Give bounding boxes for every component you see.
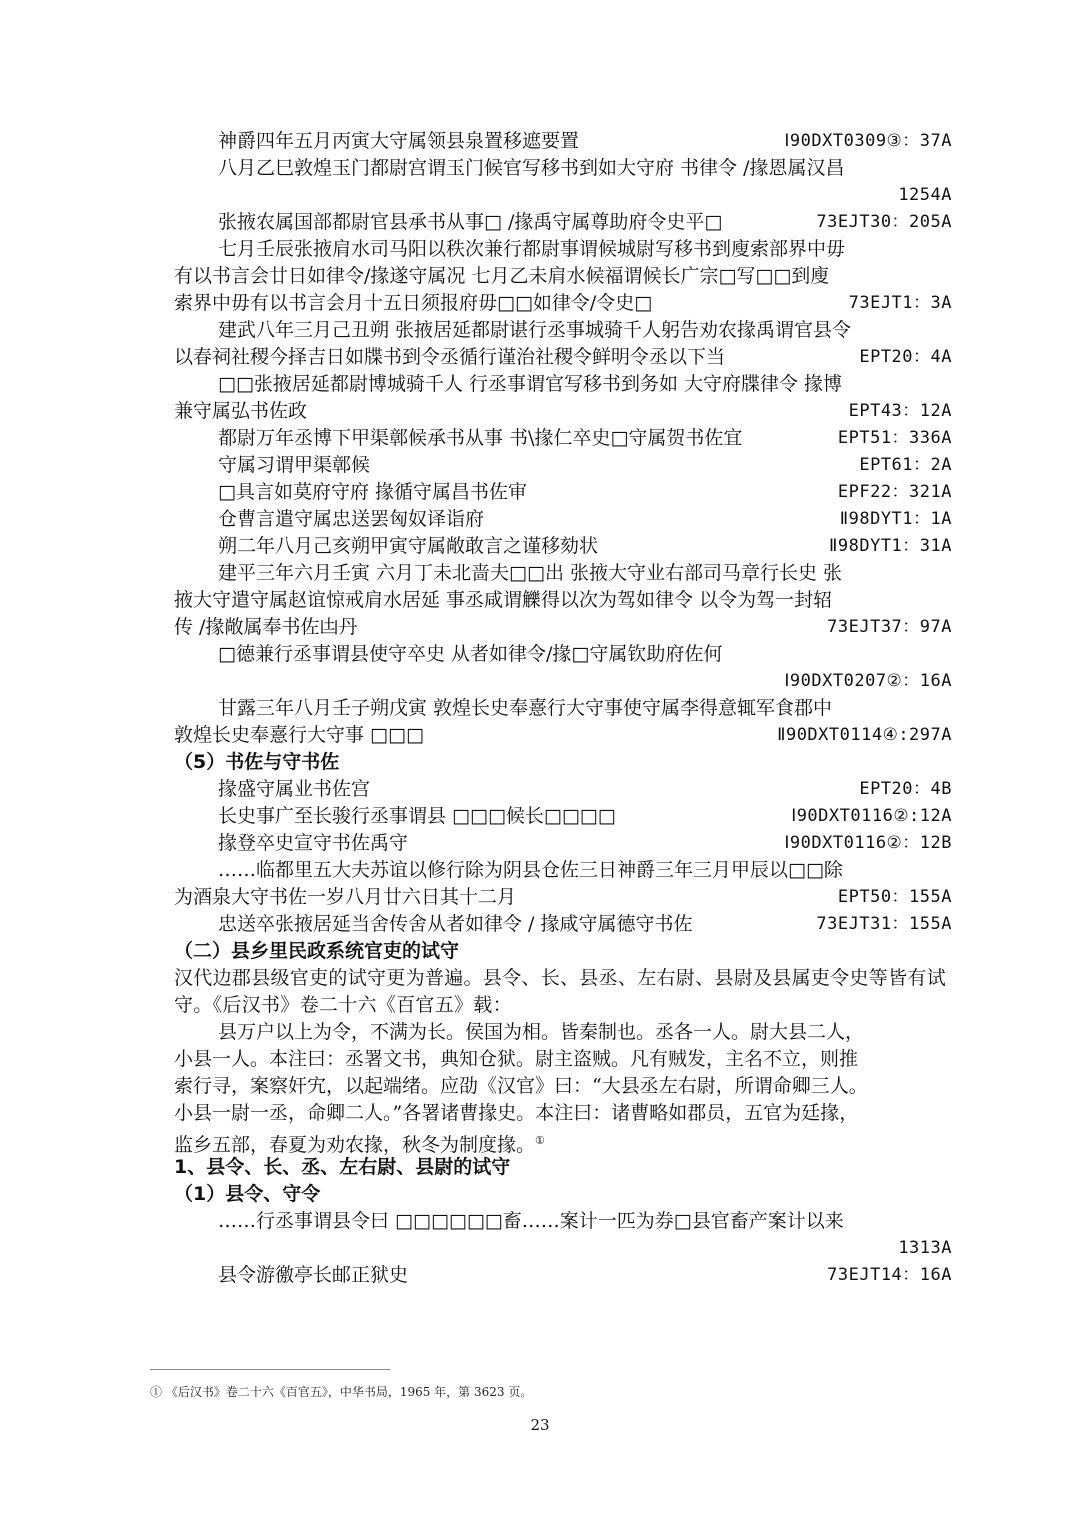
line-text: 建平三年六月壬寅 六月丁未北啬夫□□出 张掖大守业右部司马章行长史 张 (218, 562, 843, 584)
line-text: 县万户以上为令，不满为长。侯国为相。皆秦制也。丞各一人。尉大县二人， (218, 1021, 865, 1043)
text-line (174, 1235, 952, 1262)
text-line (174, 1073, 952, 1100)
text-line (174, 209, 952, 236)
text-line (174, 614, 952, 641)
line-text: 仓曹言遣守属忠送罢匈奴译诣府 (218, 508, 485, 530)
text-line (174, 290, 952, 317)
line-text: ……行丞事谓县令曰 □□□□□□畜……案计一匹为券□县官畜产案计以来 (218, 1210, 844, 1232)
quotation-block (174, 1019, 952, 1157)
text-line (174, 452, 952, 479)
slip-reference: Ⅰ90DXT0116②:12A (791, 806, 952, 826)
text-line (174, 1019, 952, 1046)
slip-reference: EPT61：2A (859, 455, 952, 475)
text-line (174, 884, 952, 911)
line-text: 忠送卒张掖居延当舍传舍从者如律令 / 掾咸守属德守书佐 (218, 913, 693, 935)
text-line (174, 344, 952, 371)
line-text: 县令游徼亭长邮正狱史 (218, 1264, 409, 1286)
text-line (174, 398, 952, 425)
text-line (174, 128, 952, 155)
line-text: 索行寻，案察奸宄，以起端绪。应劭《汉官》曰：“大县丞左右尉，所谓命卿三人。 (174, 1075, 868, 1097)
text-line (174, 560, 952, 587)
footnote-marker: ① (535, 1134, 545, 1147)
slip-reference: 73EJT31：155A (816, 914, 952, 934)
text-line (174, 1208, 952, 1235)
line-text: 以春祠社稷今择吉日如牒书到令丞循行谨治社稷令鲜明令丞以下当 (174, 346, 726, 368)
subheading-1-1: （1）县令、守令 (174, 1183, 321, 1205)
text-line (174, 506, 952, 533)
text-line (174, 641, 952, 668)
text-line (174, 776, 952, 803)
line-text: 神爵四年五月丙寅大守属领县泉置移遮要置 (218, 130, 580, 152)
line-text: □德兼行丞事谓县使守卒史 从者如律令/掾□守属钦助府佐何 (218, 643, 723, 665)
line-text: 都尉万年丞博下甲渠鄣候承书从事 书\掾仁卒史□守属贺书佐宜 (218, 427, 743, 449)
footnote-rule (150, 1369, 390, 1370)
line-text: □□张掖居延都尉博城骑千人 行丞事谓官写移书到务如 大守府牒律令 掾博 (218, 373, 843, 395)
text-line (174, 533, 952, 560)
text-line (174, 668, 952, 695)
line-text: 长史事广至长骏行丞事谓县 □□□候长□□□□ (218, 805, 616, 827)
slip-reference: EPT20：4A (859, 347, 952, 367)
text-line (174, 1100, 952, 1127)
footnote: ① 《后汉书》卷二十六《百官五》，中华书局，1965 年，第 3623 页。 (150, 1385, 533, 1399)
text-line (174, 1127, 952, 1157)
slip-reference: Ⅱ90DXT0114④:297A (777, 725, 952, 745)
line-text: 张掖农属国部都尉官县承书从事□ /掾禹守属尊助府令史平□ (218, 211, 723, 233)
text-line (174, 830, 952, 857)
line-text: 八月乙巳敦煌玉门都尉宫谓玉门候官写移书到如大守府 书律令 /掾恩属汉昌 (218, 157, 845, 179)
line-text: 掾登卒史宣守书佐禹守 (218, 832, 409, 854)
slip-reference: 73EJT37：97A (827, 617, 952, 637)
slip-reference: 73EJT14：16A (827, 1265, 952, 1285)
text-line (174, 371, 952, 398)
line-text: 守属习谓甲渠鄣候 (218, 454, 371, 476)
line-text: 为酒泉大守书佐一岁八月廿六日其十二月 (174, 886, 517, 908)
text-line (174, 695, 952, 722)
line-text: 索界中毋有以书言会月十五日须报府毋□□如律令/令史□ (174, 292, 653, 314)
slip-reference: Ⅰ90DXT0309③：37A (784, 131, 952, 151)
line-text: 兼守属弘书佐政 (174, 400, 308, 422)
body-paragraph: 汉代边郡县级官吏的试守更为普遍。县令、长、县丞、左右尉、县尉及县属吏令史等皆有试守。《后汉书》卷二十六《百官五》载： (174, 967, 947, 1016)
document-body (174, 128, 952, 1289)
text-line (174, 425, 952, 452)
slip-reference: Ⅰ90DXT0207②：16A (784, 671, 952, 691)
line-text: 敦煌长史奉憙行大守事 □□□ (174, 724, 424, 746)
slip-reference: EPT20：4B (859, 779, 952, 799)
slip-reference: EPF22：321A (837, 482, 952, 502)
slip-reference: EPT43：12A (848, 401, 952, 421)
excerpt-block-1 (174, 128, 952, 749)
slip-reference: EPT51：336A (837, 428, 952, 448)
section-heading-2: （二）县乡里民政系统官吏的试守 (174, 940, 460, 962)
line-text: 小县一尉一丞，命卿二人。”各署诸曹掾史。本注曰：诸曹略如郡员，五官为廷掾， (174, 1102, 859, 1124)
slip-reference: EPT50：155A (837, 887, 952, 907)
excerpt-block-3 (174, 1208, 952, 1289)
slip-reference: Ⅰ90DXT0116②：12B (784, 833, 952, 853)
page-number: 23 (530, 1416, 550, 1434)
subheading-1: 1、县令、长、丞、左右尉、县尉的试守 (174, 1156, 511, 1178)
text-line (174, 857, 952, 884)
slip-reference: Ⅱ98DYT1：1A (839, 509, 952, 529)
line-text: 掾盛守属业书佐宫 (218, 778, 371, 800)
text-line (174, 587, 952, 614)
line-text: 监乡五部，春夏为劝农掾，秋冬为制度掾。 (174, 1134, 536, 1157)
text-line (174, 236, 952, 263)
line-text: 小县一人。本注曰：丞署文书，典知仓狱。尉主盗贼。凡有贼发，主名不立，则推 (174, 1048, 859, 1070)
text-line (174, 911, 952, 938)
line-text: ……临都里五大夫苏谊以修行除为阴县仓佐三日神爵三年三月甲辰以□□除 (218, 859, 843, 881)
slip-reference: Ⅱ98DYT1：31A (829, 536, 952, 556)
line-text: □具言如莫府守府 掾循守属昌书佐审 (218, 481, 527, 503)
line-text: 掖大守遣守属赵谊惊戒肩水居延 事丞咸谓觻得以次为驾如律令 以令为驾一封轺 (174, 589, 833, 611)
text-line (174, 1262, 952, 1289)
text-line (174, 479, 952, 506)
line-text: 朔二年八月己亥朔甲寅守属敞敢言之谨移劾状 (218, 535, 599, 557)
text-line (174, 803, 952, 830)
slip-reference: 1254A (898, 185, 952, 205)
line-text: 传 /掾敞属奉书佐凷丹 (174, 616, 358, 638)
line-text: 有以书言会廿日如律令/掾遂守属况 七月乙未肩水候福谓候长广宗□写□□到廋 (174, 265, 830, 287)
excerpt-block-2 (174, 776, 952, 938)
slip-reference: 1313A (898, 1238, 952, 1258)
text-line (174, 1046, 952, 1073)
line-text: 建武八年三月己丑朔 张掖居延都尉谌行丞事城骑千人躬告劝农掾禹谓官县令 (218, 319, 852, 341)
text-line (174, 263, 952, 290)
section-heading-5: （5）书佐与守书佐 (174, 751, 340, 773)
slip-reference: 73EJT30：205A (816, 212, 952, 232)
line-text: 七月壬辰张掖肩水司马阳以秩次兼行都尉事谓候城尉写移书到廋索部界中毋 (218, 238, 846, 260)
text-line (174, 182, 952, 209)
text-line (174, 317, 952, 344)
slip-reference: 73EJT1：3A (848, 293, 952, 313)
text-line (174, 155, 952, 182)
line-text: 甘露三年八月壬子朔戊寅 敦煌长史奉憙行大守事使守属李得意辄军食郡中 (218, 697, 833, 719)
text-line (174, 722, 952, 749)
